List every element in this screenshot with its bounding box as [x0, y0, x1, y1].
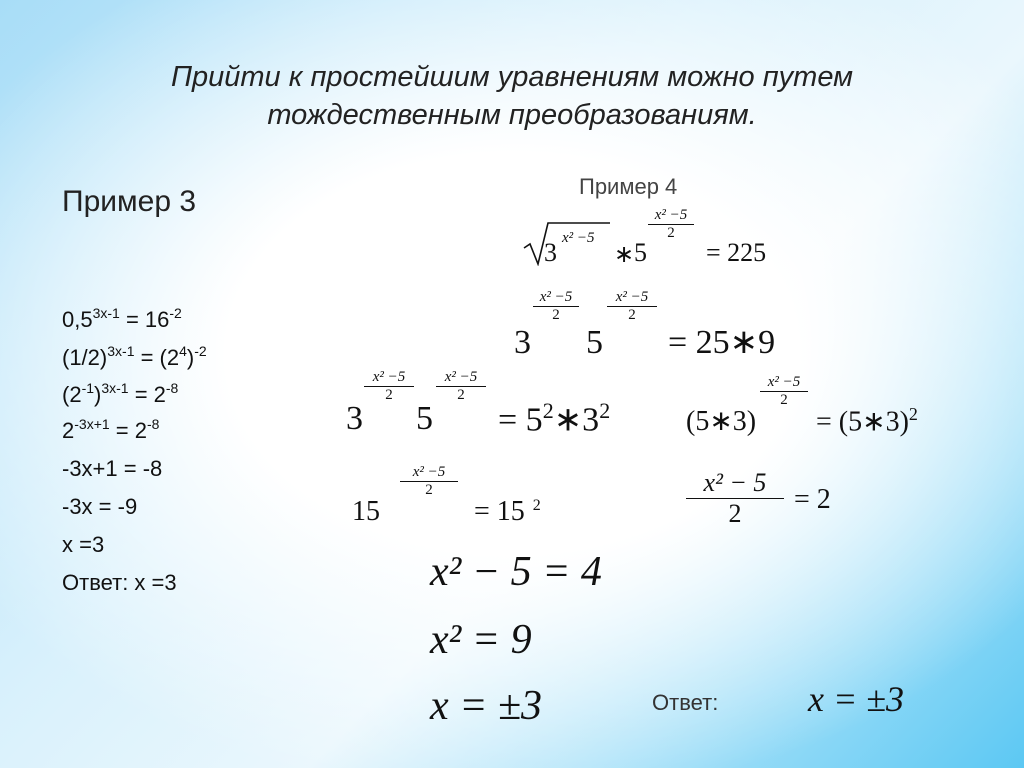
- l1-root-exponent: x² −5: [562, 230, 595, 246]
- l4b-num: x² − 5: [703, 468, 767, 497]
- l3-base-5: 5: [416, 400, 433, 437]
- l2-exp1-num: x² −5: [539, 289, 573, 305]
- l4b-rhs: = 2: [794, 484, 831, 515]
- l4b-den: 2: [686, 498, 784, 529]
- l3-exp2-num: x² −5: [444, 369, 478, 385]
- l1-multiply: ∗: [614, 242, 635, 268]
- example4-heading: Пример 4: [579, 174, 678, 199]
- example3-step-5: -3x+1 = -8: [62, 456, 163, 481]
- l1-exp-den: 2: [648, 224, 694, 242]
- l1-exponent-frac: [648, 207, 694, 242]
- example3-step-6: -3x = -9: [62, 494, 138, 519]
- example3-step-2: $(1/2)^{3x-1} = (2^4)^{-2}$: [62, 343, 207, 370]
- l5-equation: x² − 5 = 4: [430, 549, 602, 595]
- l3b-exp-frac: [760, 374, 808, 409]
- l4b-frac: [686, 468, 784, 529]
- l2-exp1-frac: [533, 289, 579, 324]
- example3-answer: Ответ: x =3: [62, 570, 177, 595]
- example3-step-4: $2^{-3x+1} = 2^{-8}$: [62, 416, 160, 443]
- l4-exp-frac: [400, 464, 458, 499]
- example4-answer: x = ±3: [808, 679, 905, 719]
- example3-step-1: $0,5^{3x-1} = 16^{-2}$: [62, 305, 182, 332]
- l4-exp-num: x² −5: [412, 464, 446, 480]
- l1-base-3: 3: [544, 238, 557, 267]
- l2-exp2-den: 2: [607, 306, 657, 324]
- slide-title: Прийти к простейшим уравнениям можно путем тождественным преобразованиям.: [170, 61, 854, 131]
- l4-exp-den: 2: [400, 481, 458, 499]
- example3-step-3: $(2^{-1})^{3x-1} = 2^{-8}$: [62, 380, 179, 407]
- example4-answer-label: Ответ:: [652, 690, 719, 715]
- l1-exp-num: x² −5: [654, 207, 688, 223]
- l2-rhs: = 25∗9: [668, 324, 776, 361]
- l2-base-5: 5: [586, 324, 603, 361]
- l2-exp2-frac: [607, 289, 657, 324]
- l3-exp1-den: 2: [364, 386, 414, 404]
- l3-exp1-frac: [364, 369, 414, 404]
- l2-exp1-den: 2: [533, 306, 579, 324]
- example3-heading: Пример 3: [62, 185, 197, 218]
- l3-exp2-den: 2: [436, 386, 486, 404]
- l1-rhs: = 225: [706, 238, 767, 267]
- l3b-exp-num: x² −5: [767, 374, 801, 390]
- l4-rhs: = 15 $^2$: [474, 496, 541, 527]
- l6-equation: x² = 9: [430, 617, 532, 663]
- l3-rhs: = $5^2∗3^2$: [498, 398, 611, 439]
- l3b-rhs: = (5∗3)$^2$: [816, 404, 918, 438]
- l7-equation: x = ±3: [430, 683, 543, 729]
- l4-lhs: 15: [352, 496, 380, 527]
- l1-base-5: 5: [634, 238, 647, 267]
- example3-step-7: x =3: [62, 532, 105, 557]
- l3-base-3: 3: [346, 400, 363, 437]
- l2-base-3: 3: [514, 324, 531, 361]
- l2-exp2-num: x² −5: [615, 289, 649, 305]
- l3-exp1-num: x² −5: [372, 369, 406, 385]
- l3b-exp-den: 2: [760, 391, 808, 409]
- l3-exp2-frac: [436, 369, 486, 404]
- l3b-lhs: (5∗3): [686, 406, 757, 437]
